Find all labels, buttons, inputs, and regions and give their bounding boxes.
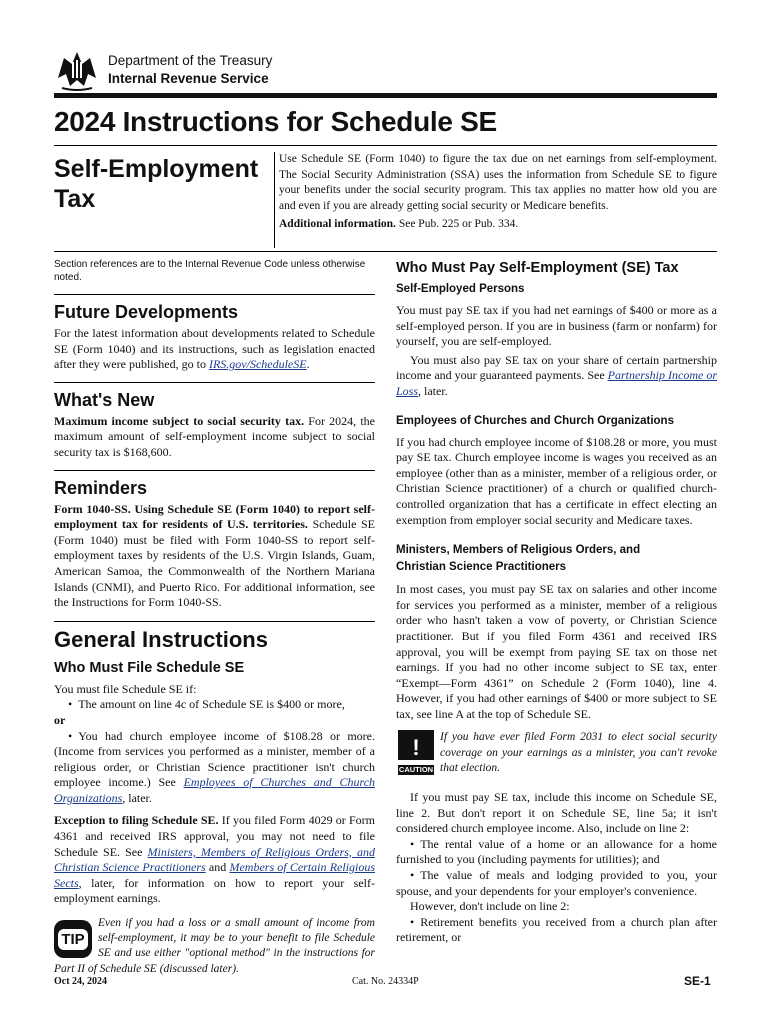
religious-sects-link[interactable]: Members of Certain Religious Sects [54,860,376,890]
reminders-heading: Reminders [54,477,148,498]
irs-schedulese-link[interactable]: IRS.gov/ScheduleSE [208,357,307,372]
whatsnew-rule [54,382,375,383]
tip-text: Even if you had a loss or a small amount of income from self-employment, it may be to your benefit to file Schedule SE and use either "optional method" in the instructions for Part II of Schedule SE (discussed later). [54,917,375,975]
pay-bullet-a [396,837,717,868]
eagle-icon [54,48,100,92]
general-rule [54,621,375,622]
caution-label: CAUTION [398,765,434,775]
partnership-income-link[interactable]: Partnership Income or Loss [396,368,718,398]
subtitle-line-1: Self-Employment [54,155,259,183]
self-emp-p2-end: , later. [418,383,448,398]
whats-new-bold: Maximum income subject to social security tax. [54,413,305,428]
subtitle-line-2: Tax [54,185,96,213]
tip-icon [54,920,92,958]
pay-bullet-a-text: The rental value of a home or an allowance for a home furnished to you (including payments for utilities); and [396,836,717,867]
tip-box [54,916,375,977]
who-must-pay-heading: Who Must Pay Self-Employment (SE) Tax [396,260,679,276]
intro-rule [54,251,717,252]
reminders-text [54,502,375,611]
file-bullet-2 [54,729,375,807]
svg-text:!: ! [412,735,420,761]
exception-and: and [208,860,227,875]
who-must-file-text [54,682,375,907]
page-title: 2024 Instructions for Schedule SE [54,106,497,137]
caution-box [398,730,717,776]
ministers-link[interactable]: Ministers, Members of Religious Orders, and Christian Science Practitioners [54,844,375,875]
subtitle [54,154,258,214]
self-employed-text [396,303,717,400]
reminders-rule [54,470,375,471]
footer-cat: Cat. No. 24334P [352,976,419,987]
or-text: or [54,712,66,727]
bullet-dot: • [410,836,415,851]
bullet-dot: • [410,868,415,883]
footer-page-number: SE-1 [684,974,711,988]
ministers-text: In most cases, you must pay SE tax on salaries and other income for services you performed as a minister, member of a religious order who hasn't taken a vow of poverty, or Christian Science practitioner. But if you filed Form 4361 and received IRS approval, you will be exempt from paying SE tax on those net earnings. If you had no other income subject to SE tax, enter “Exempt—Form 4361” on Schedule 2 (Form 1040), line 4. However, if you had other earnings of $400 or more subject to SE tax, see line A at the top of Schedule SE. [396,582,717,721]
reminders-bold: Form 1040-SS. Using Schedule SE (Form 1040) to report self-employment tax for residents of U.S. territories. [54,501,375,532]
warning-triangle-icon [398,730,434,760]
title-rule [54,145,717,146]
header-rule [54,93,717,98]
future-end: . [306,357,310,372]
left-column [54,258,375,977]
file-bullet-1 [54,697,375,713]
exception-text: If you filed Form 4029 or Form 4361 and received IRS approval, you may not need to file Schedule SE. See [54,813,375,859]
exception-bold: Exception to filing Schedule SE. [54,813,219,828]
future-developments-text [54,326,375,373]
churches-text: If you had church employee income of $108.28 or more, you must pay SE tax. Church employee income is wages you received as an employee (other than as a minister, member of a religious order, or Christian Science practitioner) of a church or qualified church-controlled organization that has a certificate in effect electing an exemption from employer social security and Medicare taxes. [396,434,717,527]
self-emp-p2-text: You must also pay SE tax on your share of certain partnership income and your guaranteed payments. See [396,352,717,383]
additional-info-label: Additional information. [279,218,396,230]
pay-text-block [396,790,717,946]
section-references: Section references are to the Internal Revenue Code unless otherwise noted. [54,259,366,283]
whats-new-heading: What's New [54,389,155,410]
who-must-file-heading: Who Must File Schedule SE [54,659,245,676]
general-instructions-heading: General Instructions [54,626,268,652]
pay-bullet-b [396,868,717,899]
subtitle-divider [274,152,275,248]
self-emp-p2 [396,353,717,400]
bullet-dot: • [68,728,73,743]
footer-date: Oct 24, 2024 [54,976,108,987]
ministers-heading [396,542,717,576]
tip-icon-label: TIP [58,929,87,950]
file-bullet-1-text: The amount on line 4c of Schedule SE is $400 or more, [78,697,345,712]
exception-paragraph [54,813,375,907]
additional-info-text: See Pub. 225 or Pub. 334. [398,218,519,230]
ministers-heading-line-1: Ministers, Members of Religious Orders, and [396,544,641,557]
pay-bullet-b-text: The value of meals and lodging provided to you, your spouse, and your dependents for your employer's convenience. [396,868,717,898]
caution-icon [398,730,434,775]
irs-name: Internal Revenue Service [108,71,269,86]
right-column [396,258,717,946]
pay-bullet-c-text: Retirement benefits you received from a church plan after retirement, or [396,914,717,945]
whats-new-body: For 2024, the maximum amount of self-employment income subject to social security tax is $168,600. [54,413,376,459]
dept-name: Department of the Treasury [108,53,273,68]
irs-logo [54,48,100,92]
whats-new-text [54,414,375,461]
employees-churches-link[interactable]: Employees of Churches and Church Organizations [54,775,376,805]
file-bullet-2-text: You had church employee income of $108.28 or more. (Income from services you performed as a minister, member of a religious order, or Christian Science practitioner isn't church employee income.) See [54,728,375,790]
reminders-body: Schedule SE (Form 1040) must be filed with Form 1040-SS to report self-employment taxes by residents of the U.S. Virgin Islands, Guam, American Samoa, the Commonwealth of the Northern Mariana Islands (CNMI), and Puerto Rico. For additional information, see the Instructions for Form 1040-SS. [54,517,375,610]
self-emp-p1: You must pay SE tax if you had net earnings of $400 or more as a self-employed person. If you are in business (farm or nonfarm) for yourself, you are self-employed. [396,303,717,349]
churches-heading: Employees of Churches and Church Organizations [396,414,674,427]
ministers-heading-line-2: Christian Science Practitioners [396,561,567,574]
future-rule [54,294,375,295]
must-file: You must file Schedule SE if: [54,681,197,696]
pay-bullet-c [396,915,717,946]
intro-block [279,152,717,233]
file-bullet-2-end: , later. [122,790,152,805]
caution-text: If you have ever filed Form 2031 to elect social security coverage on your earnings as a minister, you can't revoke that election. [440,731,717,774]
future-text: For the latest information about developments related to Schedule SE (Form 1040) and its instructions, such as legislation enacted after they were published, go to [54,326,375,372]
future-developments-heading: Future Developments [54,302,239,322]
bullet-dot: • [68,697,73,712]
intro-text: Use Schedule SE (Form 1040) to figure the tax due on net earnings from self-employment. The Social Security Administration (SSA) uses the information from Schedule SE to figure your benefits under the social security program. This tax applies no matter how old you are and even if you are already getting social security or Medicare benefits. [279,153,717,212]
however-text: However, don't include on line 2: [410,899,570,914]
bullet-dot: • [410,914,415,929]
exception-end: , later, for information on how to report your self-employment earnings. [54,875,375,906]
pay-text: If you must pay SE tax, include this income on Schedule SE, line 2. But don't report it on Schedule SE, line 5a; it isn't considered church employee income. Also, include on line 2: [396,790,717,836]
self-employed-heading: Self-Employed Persons [396,283,525,295]
